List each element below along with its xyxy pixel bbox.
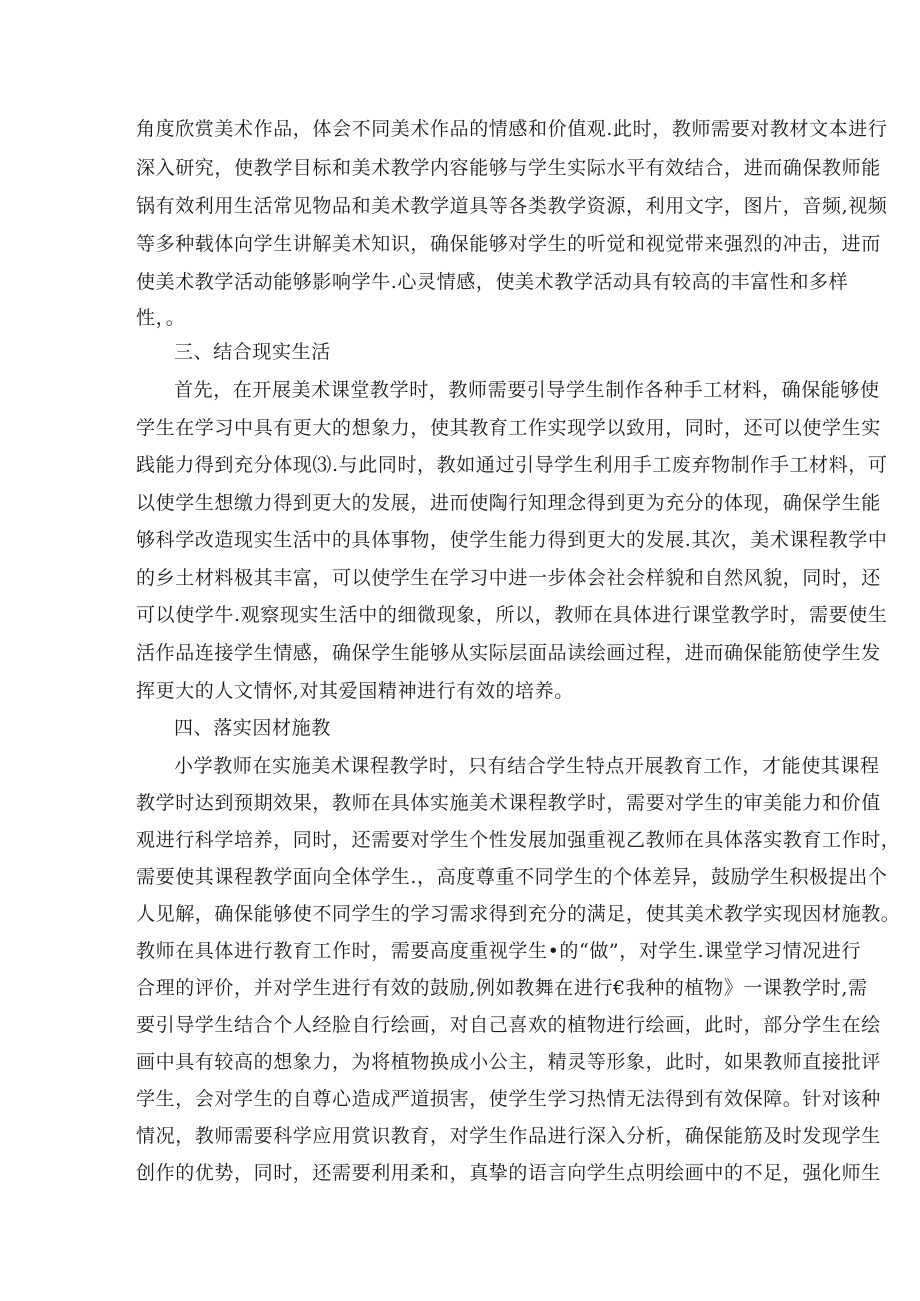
text-line: 教学时达到预期效果，教师在具体实施美术课程教学时，需要对学生的审美能力和价值 xyxy=(136,792,881,814)
text-line: 需要使其课程教学面向全体学生.，高度尊重不同学生的个体差异，鼓励学生积极提出个 xyxy=(136,866,888,888)
text-line: 使美术教学活动能够影响学牛.心灵情感，使美术教学活动具有较高的丰富性和多样 xyxy=(136,271,849,293)
text-line: 合理的评价，并对学生进行有效的鼓励,例如教舞在进行€我种的植物》一课教学时,需 xyxy=(136,977,868,999)
text-line: 教师在具体进行教育工作时，需要高度重视学生•的“做”，对学生.课堂学习情况进行 xyxy=(136,940,862,962)
text-line: 学生，会对学生的自尊心造成严道损害，使学生学习热情无法得到有效保障。针对该种 xyxy=(136,1088,881,1110)
text-line: 人见解，确保能够使不同学生的学习需求得到充分的满足，使其美术教学实现因材施教。 xyxy=(136,903,901,925)
text-line: 以使学生想缴力得到更大的发展，进而使陶行知理念得到更为充分的体现，确保学生能 xyxy=(136,492,881,514)
text-line: 挥更大的人文情怀,对其爱国精神进行有效的培养。 xyxy=(136,680,574,702)
text-line: 情况，教师需要科学应用赏识教育，对学生作品进行深入分析，确保能筋及时发现学生 xyxy=(136,1125,881,1147)
text-line: 性，。 xyxy=(136,307,186,329)
text-line: 小学教师在实施美术课程教学时，只有结合学生特点开展教育工作，才能使其课程 xyxy=(174,755,880,777)
section-heading: 三、结合现实生活 xyxy=(174,341,331,363)
text-line: 够科学改造现实生活中的具体事物，使学生能力得到更大的发展.其次，美术课程教学中 xyxy=(136,529,888,551)
text-line: 首先，在开展美术课堂教学时，教师需要引导学生制作各种手工材料，确保能够使 xyxy=(174,379,880,401)
text-line: 等多种载体向学生讲解美术知识，确保能够对学生的听觉和视觉带来强烈的冲击，进而 xyxy=(136,233,881,255)
text-line: 深入研究，使教学目标和美术教学内容能够与学生实际水平有效结合，进而确保教师能 xyxy=(136,157,881,179)
text-line: 要引导学生结合个人经脸自行绘画，对自己喜欢的植物进行绘画，此时，部分学生在绘 xyxy=(136,1014,881,1036)
text-line: 画中具有较高的想象力，为将植物换成小公主，精灵等形象，此时，如果教师直接批评 xyxy=(136,1051,881,1073)
text-line: 的乡土材料极其丰富，可以使学生在学习中进一步体会社会样貌和自然风貌，同时，还 xyxy=(136,567,881,589)
text-line: 活作品连接学生情感，确保学生能够从实际层面品读绘画过程，进而确保能筋使学生发 xyxy=(136,642,881,664)
section-heading: 四、落实因材施教 xyxy=(174,717,331,739)
text-line: 观进行科学培养，同时，还需要对学生个性发展加强重视乙教师在具体落实教育工作时， xyxy=(136,829,901,851)
text-line: 创作的优势，同时，还需要利用柔和，真挚的语言向学生点明绘画中的不足，强化师生 xyxy=(136,1162,881,1184)
text-line: 角度欣赏美术作品，体会不同美术作品的情感和价值观.此时，教师需要对教材文本进行 xyxy=(136,118,888,140)
text-line: 践能力得到充分体现⑶.与此同时，教如通过引导学生利用手工废弃物制作手工材料，可 xyxy=(136,454,888,476)
text-line: 学生在学习中具有更大的想象力，使其教育工作实现学以致用，同时，还可以使学生实 xyxy=(136,417,881,439)
text-line: 可以使学牛.观察现实生活中的细微现象，所以，教师在具体进行课堂教学时，需要使生 xyxy=(136,604,888,626)
text-line: 锅有效利用生活常见物品和美术教学道具等各类教学资源，利用文字，图片，音频,视频 xyxy=(136,195,888,217)
